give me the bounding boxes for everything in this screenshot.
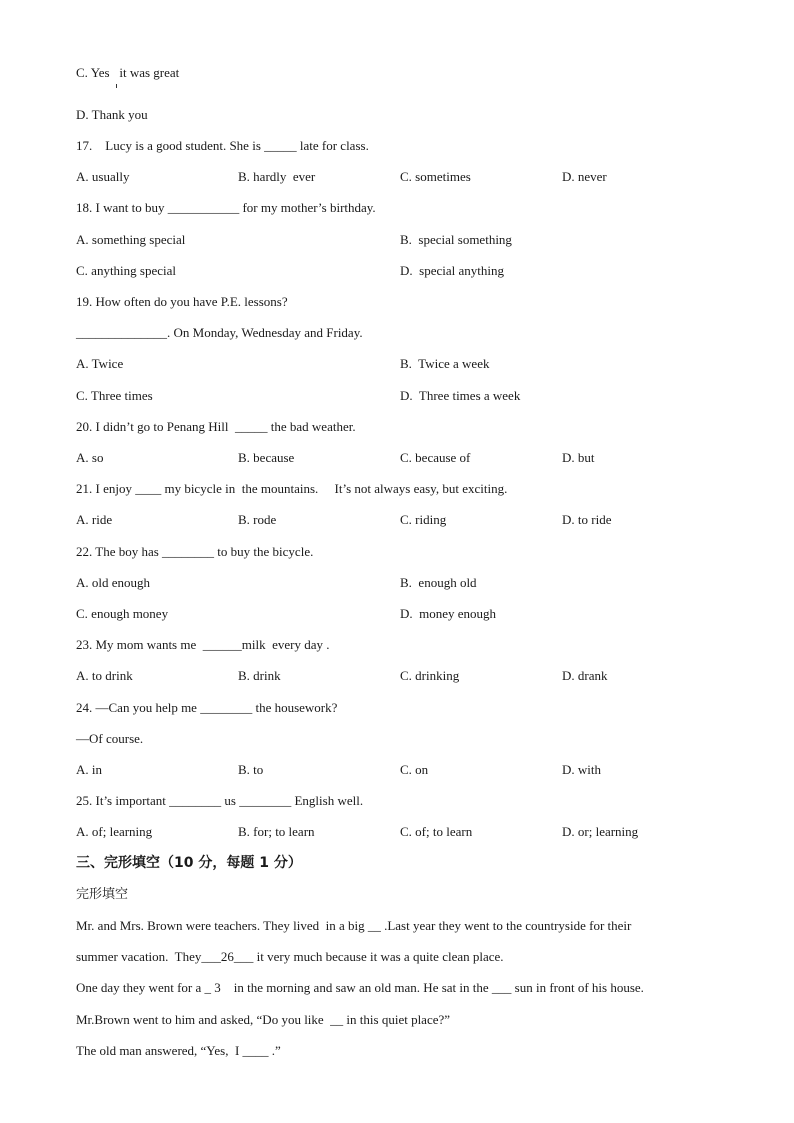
question-17-stem: 17. Lucy is a good student. She is _____ late for class. — [76, 138, 369, 153]
q17-option-d: D. never — [562, 169, 607, 184]
question-24-stem: 24. —Can you help me ________ the housework? — [76, 700, 338, 715]
question-22-stem: 22. The boy has ________ to buy the bicycle. — [76, 544, 314, 559]
q19-option-b: B. Twice a week — [400, 356, 490, 371]
q25-option-b: B. for; to learn — [238, 824, 315, 839]
option-c-prev: C. Yes it was great — [76, 65, 180, 80]
q24-option-b: B. to — [238, 762, 264, 777]
q23-option-c: C. drinking — [400, 668, 460, 683]
q17-option-c: C. sometimes — [400, 169, 471, 184]
passage-line: summer vacation. They___26___ it very much because it was a quite clean place. — [76, 949, 504, 964]
q18-option-c: C. anything special — [76, 263, 177, 278]
section-3-heading: 三、完形填空（10 分，每题 1 分） — [76, 855, 302, 871]
question-19-answer-line: ______________. On Monday, Wednesday and Friday. — [76, 325, 363, 340]
question-20-stem: 20. I didn’t go to Penang Hill _____ the bad weather. — [76, 419, 356, 434]
q20-option-b: B. because — [238, 450, 295, 465]
q24-option-c: C. on — [400, 762, 429, 777]
comma-mark — [116, 84, 117, 88]
question-23-stem: 23. My mom wants me ______milk every day . — [76, 637, 330, 652]
q20-option-c: C. because of — [400, 450, 471, 465]
passage-line: The old man answered, “Yes, I ____ .” — [76, 1043, 281, 1058]
q20-option-d: D. but — [562, 450, 595, 465]
q23-option-b: B. drink — [238, 668, 281, 683]
q18-option-a: A. something special — [76, 232, 186, 247]
passage-line: Mr. and Mrs. Brown were teachers. They lived in a big __ .Last year they went to the countryside for their — [76, 918, 632, 933]
section-3-subheading: 完形填空 — [76, 887, 129, 902]
q17-option-a: A. usually — [76, 169, 130, 184]
passage-line: Mr.Brown went to him and asked, “Do you like __ in this quiet place?” — [76, 1012, 451, 1027]
q22-option-d: D. money enough — [400, 606, 497, 621]
q21-option-c: C. riding — [400, 512, 447, 527]
q23-option-a: A. to drink — [76, 668, 133, 683]
q21-option-d: D. to ride — [562, 512, 612, 527]
q19-option-c: C. Three times — [76, 388, 153, 403]
q22-option-c: C. enough money — [76, 606, 169, 621]
q25-option-d: D. or; learning — [562, 824, 639, 839]
question-24-reply: —Of course. — [76, 731, 144, 746]
q20-option-a: A. so — [76, 450, 104, 465]
option-d-prev: D. Thank you — [76, 107, 148, 122]
q18-option-d: D. special anything — [400, 263, 504, 278]
q24-option-a: A. in — [76, 762, 102, 777]
q18-option-b: B. special something — [400, 232, 512, 247]
q19-option-d: D. Three times a week — [400, 388, 521, 403]
q25-option-a: A. of; learning — [76, 824, 153, 839]
q19-option-a: A. Twice — [76, 356, 124, 371]
question-21-stem: 21. I enjoy ____ my bicycle in the mountains. It’s not always easy, but exciting. — [76, 481, 508, 496]
passage-line: One day they went for a _ 3 in the morning and saw an old man. He sat in the ___ sun in front of his house. — [76, 980, 644, 995]
q17-option-b: B. hardly ever — [238, 169, 316, 184]
q22-option-b: B. enough old — [400, 575, 477, 590]
q23-option-d: D. drank — [562, 668, 608, 683]
q24-option-d: D. with — [562, 762, 601, 777]
q21-option-a: A. ride — [76, 512, 113, 527]
q25-option-c: C. of; to learn — [400, 824, 473, 839]
q21-option-b: B. rode — [238, 512, 277, 527]
q22-option-a: A. old enough — [76, 575, 151, 590]
question-25-stem: 25. It’s important ________ us ________ English well. — [76, 793, 364, 808]
question-19-stem: 19. How often do you have P.E. lessons? — [76, 294, 288, 309]
question-18-stem: 18. I want to buy ___________ for my mother’s birthday. — [76, 200, 376, 215]
